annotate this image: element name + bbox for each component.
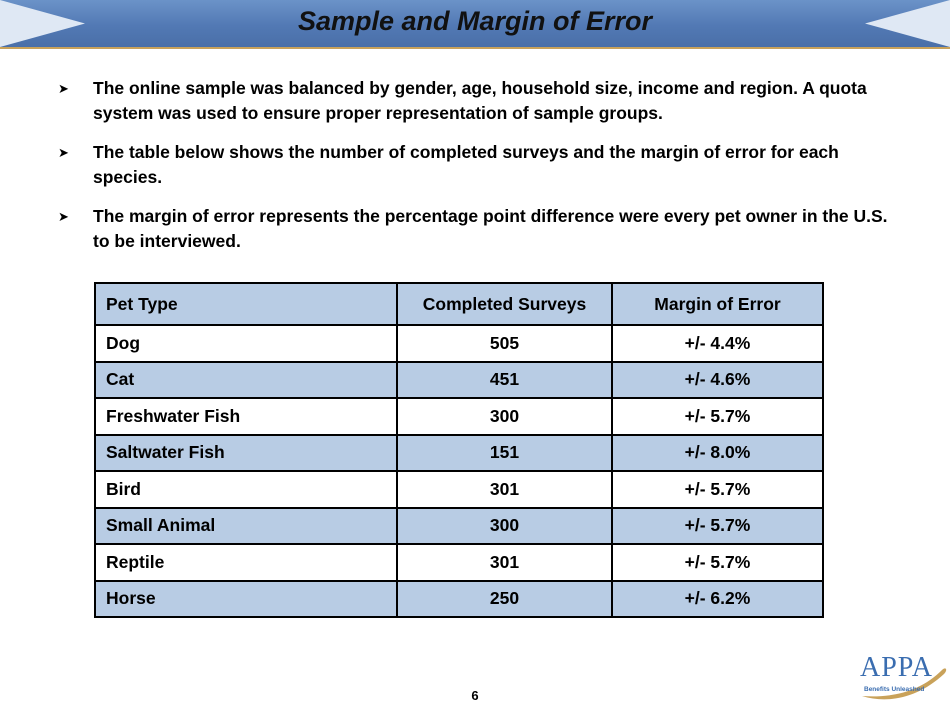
page-title: Sample and Margin of Error bbox=[297, 6, 653, 36]
appa-logo bbox=[858, 652, 950, 710]
pet-type-cell: Freshwater Fish bbox=[95, 398, 397, 435]
title-banner bbox=[0, 0, 950, 49]
table-row bbox=[95, 325, 823, 362]
arrow-bullet-icon: ➤ bbox=[58, 81, 69, 96]
table-row bbox=[95, 398, 823, 435]
pet-type-cell: Saltwater Fish bbox=[95, 435, 397, 472]
bullet-text: The margin of error represents the percentage point difference were every pet owner in the U.S. to be interviewed. bbox=[93, 206, 888, 251]
bullet-item bbox=[58, 140, 908, 190]
table-row bbox=[95, 508, 823, 545]
surveys-cell: 451 bbox=[397, 362, 612, 399]
surveys-cell: 300 bbox=[397, 398, 612, 435]
margin-cell: +/- 8.0% bbox=[612, 435, 823, 472]
pet-type-cell: Horse bbox=[95, 581, 397, 618]
margin-cell: +/- 4.4% bbox=[612, 325, 823, 362]
bullet-item bbox=[58, 76, 908, 126]
margin-cell: +/- 5.7% bbox=[612, 508, 823, 545]
page-number: 6 bbox=[471, 688, 479, 703]
pet-type-cell: Reptile bbox=[95, 544, 397, 581]
surveys-cell: 300 bbox=[397, 508, 612, 545]
table-row bbox=[95, 435, 823, 472]
surveys-cell: 505 bbox=[397, 325, 612, 362]
bullet-text: The table below shows the number of completed surveys and the margin of error for each species. bbox=[93, 142, 839, 187]
margin-cell: +/- 5.7% bbox=[612, 398, 823, 435]
column-header-margin-of-error: Margin of Error bbox=[612, 283, 823, 325]
table-header-row bbox=[95, 283, 823, 325]
margin-cell: +/- 5.7% bbox=[612, 471, 823, 508]
bullet-text: The online sample was balanced by gender, age, household size, income and region. A quota system was used to ensure proper representation of sample groups. bbox=[93, 78, 867, 123]
table-row bbox=[95, 362, 823, 399]
margin-cell: +/- 5.7% bbox=[612, 544, 823, 581]
arrow-bullet-icon: ➤ bbox=[58, 145, 69, 160]
table-row bbox=[95, 544, 823, 581]
pet-type-cell: Bird bbox=[95, 471, 397, 508]
pet-type-cell: Dog bbox=[95, 325, 397, 362]
margin-cell: +/- 6.2% bbox=[612, 581, 823, 618]
table-row bbox=[95, 471, 823, 508]
surveys-cell: 301 bbox=[397, 544, 612, 581]
pet-type-cell: Small Animal bbox=[95, 508, 397, 545]
bullet-list bbox=[58, 76, 908, 268]
surveys-cell: 151 bbox=[397, 435, 612, 472]
margin-cell: +/- 4.6% bbox=[612, 362, 823, 399]
surveys-cell: 301 bbox=[397, 471, 612, 508]
surveys-cell: 250 bbox=[397, 581, 612, 618]
column-header-completed-surveys: Completed Surveys bbox=[397, 283, 612, 325]
logo-text: APPA bbox=[860, 652, 934, 683]
logo-tagline: Benefits Unleashed bbox=[864, 686, 925, 693]
column-header-pet-type: Pet Type bbox=[95, 283, 397, 325]
bullet-item bbox=[58, 204, 908, 254]
pet-type-cell: Cat bbox=[95, 362, 397, 399]
table-row bbox=[95, 581, 823, 618]
sample-table bbox=[94, 282, 824, 618]
arrow-bullet-icon: ➤ bbox=[58, 209, 69, 224]
